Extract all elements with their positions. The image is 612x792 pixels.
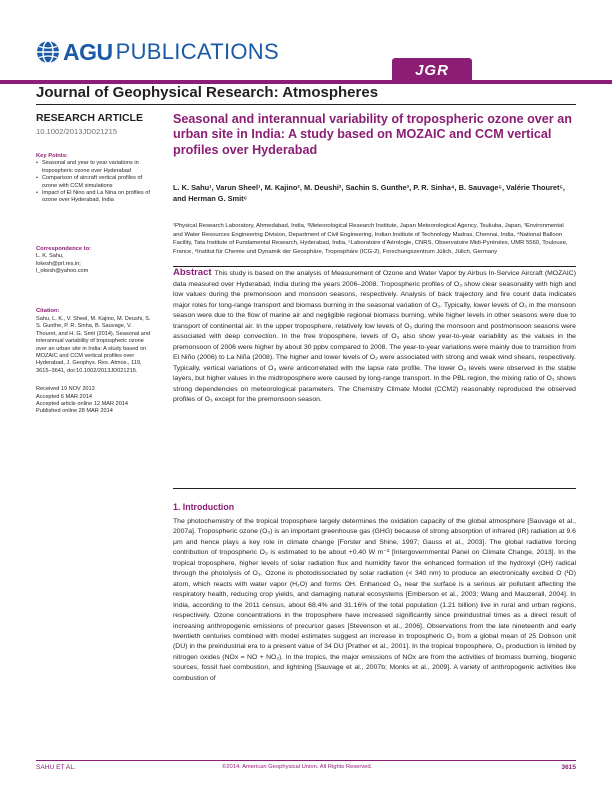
key-point: • Comparison of aircraft vertical profiles of ozone with CCM simulations xyxy=(36,175,154,190)
author-list: L. K. Sahu¹, Varun Sheel¹, M. Kajino², M. Deushi², Sachin S. Gunthe³, P. R. Sinha⁴, B. Sauvage⁵, Valérie Thouret⁵, and Herman G. Smit⁶ xyxy=(173,183,565,203)
date-published: Published online 28 MAR 2014 xyxy=(36,408,113,415)
publication-dates xyxy=(36,386,154,416)
key-points-list xyxy=(36,160,154,204)
affiliations: ¹Physical Research Laboratory, Ahmedabad, India, ²Meteorological Research Institute, Japan Meteorological Agency, Tsukuba, Japan, ³Environmental and Water Resources Engineering Division, Department of Civil Engineering, Indian Institute of Technology Madras, Chennai, India, ⁴National Balloon Facility, Tata Institute of Fundamental Research, Hyderabad, India, ⁵Laboratoire d'Aérologie, CNRS, Observatoire Midi-Pyrénées, UMR 5560, Toulouse, France, ⁶Institut für Chemie und Dynamik der Geosphäre, Troposphäre (ICG-2), Forschungszentrum Jülich, Jülich, Germany xyxy=(173,223,568,256)
key-points-heading: Key Points: xyxy=(36,153,68,159)
date-accepted-online: Accepted article online 12 MAR 2014 xyxy=(36,400,129,407)
abstract-text: This study is based on the analysis of Measurement of Ozone and Water Vapor by Airbus In-Service Aircraft (MOZAIC) data measured over Hyderabad, India during the years 2006–2008. Tropospheric profiles of O₃ show clear seasonality with high and low values during the premonsoon and monsoon seasons, respectively. Analysis of back trajectory and fire count data indicates major roles for long-range transport and biomass burning in the seasonal variation of O₃. Typically, lower levels of O₃ in the monsoon season were due to the flow of marine air and negligible regional biomass burning, while higher levels in other seasons were due to transport of continental air. In the upper troposphere, relatively low levels of O₃ during the monsoon and postmonsoon seasons were associated with deep convection. In the free troposphere, levels of O₃ also show year-to-year variability as the values in the premonsoon of 2006 were higher by about 30 ppbv compared to 2008. The year-to-year variations were mainly due to transition from El Niño (2006) to La Niña (2008). The higher and lower levels of O₃ were associated with strong and weak wind shears, respectively. Typically, vertical variations of O₃ were anticorrelated with the lapse rate profile. The lower O₃ levels were observed in the stable layers, but higher values in the midtroposphere were caused by long-range transport. In the PBL region, the mixing ratio of O₃ shows strong dependencies on meteorological parameters. The Chemistry Climate Model (CCM2) reasonably reproduced the observed profiles of O₃ except for the premonsoon season. xyxy=(173,270,576,403)
logo-agu-text: AGU xyxy=(63,38,113,65)
article-type: RESEARCH ARTICLE xyxy=(36,112,143,124)
abstract-heading: Abstract xyxy=(173,267,212,278)
logo-publications-text: PUBLICATIONS xyxy=(115,39,279,64)
footer-rule xyxy=(36,760,576,761)
key-point: • Seasonal and year to year variations in tropospheric ozone over Hyderabad xyxy=(36,160,154,175)
article-title: Seasonal and interannual variability of tropospheric ozone over an urban site in India: A study based on MOZAIC and CCM vertical profiles over Hyderabad xyxy=(173,112,572,157)
journal-title: Journal of Geophysical Research: Atmospheres xyxy=(36,84,379,101)
doi-link[interactable]: 10.1002/2013JD021215 xyxy=(36,127,118,136)
correspondence-email[interactable]: lokesh@prl.res.in; xyxy=(36,260,81,267)
citation-text: Sahu, L. K., V. Sheel, M. Kajino, M. Deushi, S. S. Gunthe, P. R. Sinha, B. Sauvage, V. Thouret, and H. G. Smit (2014), Seasonal and interannual variability of tropospheric ozone over an urban site in India: A study based on MOZAIC and CCM vertical profiles over Hyderabad, J. Geophys. Res. Atmos., 119, 3615–3641, doi:10.1002/2013JD021215. xyxy=(36,315,151,374)
footer-copyright: ©2014. American Geophysical Union. All Rights Reserved. xyxy=(222,764,373,770)
sidebar xyxy=(36,112,154,416)
key-point: • Impact of El Nino and La Nina on profiles of ozone over Hyderabad, India xyxy=(36,190,154,205)
globe-icon xyxy=(36,40,60,64)
page-number: 3615 xyxy=(561,764,576,771)
agu-logo xyxy=(36,40,279,64)
correspondence-name: L. K. Sahu, xyxy=(36,253,64,260)
abstract-bottom-rule xyxy=(173,488,576,489)
correspondence-heading: Correspondence to: xyxy=(36,245,92,252)
abstract xyxy=(173,268,576,406)
date-received: Received 19 NOV 2013 xyxy=(36,386,95,393)
citation-heading: Citation: xyxy=(36,308,60,315)
correspondence-email-alt[interactable]: l_okesh@yahoo.com xyxy=(36,268,89,275)
section-heading-introduction: 1. Introduction xyxy=(173,502,235,512)
abstract-top-rule xyxy=(173,266,576,267)
introduction-text: The photochemistry of the tropical troposphere largely determines the oxidation capacity of the global atmosphere [Sauvage et al., 2007a]. Tropospheric ozone (O₃) is an important greenhouse gas (GHG) because of strong absorption of infrared (IR) radiation at 9.6 μm and hence plays a key role in climate change [Forster and Shine, 1997; Gauss et al., 2003]. The global radiative forcing contribution of tropospheric O₃ is estimated to be about +0.40 W m⁻² [Intergovernmental Panel on Climate Change, 2013]. In the tropical troposphere, higher levels of solar radiation flux and humidity favor the enhanced formation of the hydroxyl (OH) radical through the photolysis of O₃. Ozone is photodissociated by solar radiation (< 340 nm) to produce an electronically excited O (¹D) atom, which reacts with water vapor (H₂O) and forms OH. Enhanced O₃ near the surface is a serious air pollutant affecting the respiratory health, reducing crop yields, and damaging natural ecosystems [Emberson et al., 2003; Wang and Mauzerall, 2004]. In India, according to the 2011 census, about 68.4% and 31.16% of the total population (1.21 billion) live in rural and urban regions, respectively. Ozone concentrations in the troposphere have increased significantly since preindustrial times as a direct result of increasing anthropogenic emissions of precursor gases [Stevenson et al., 2006]. Observations from the late nineteenth and early twentieth centuries combined with model estimates suggest an increase in tropospheric O₃ from a global mean of 25 Dobson unit (DU) in the preindustrial era to a present value of 34 DU [Prather et al., 2001]. In the tropical troposphere, O₃ production is limited by nitrogen oxides (NOx = NO + NO₂). In the tropics, the major emissions of NOx are from the activities of biomass burning, biogenic sources, fossil fuel combustion, and lightning [Sauvage et al., 2007b; Monks et al., 2009]. A variety of anthropogenic activities like combustion of xyxy=(173,518,576,682)
header-divider xyxy=(36,104,576,105)
date-accepted: Accepted 6 MAR 2014 xyxy=(36,393,92,400)
jgr-tab: JGR xyxy=(392,58,472,84)
footer-authors: SAHU ET AL. xyxy=(36,764,76,771)
